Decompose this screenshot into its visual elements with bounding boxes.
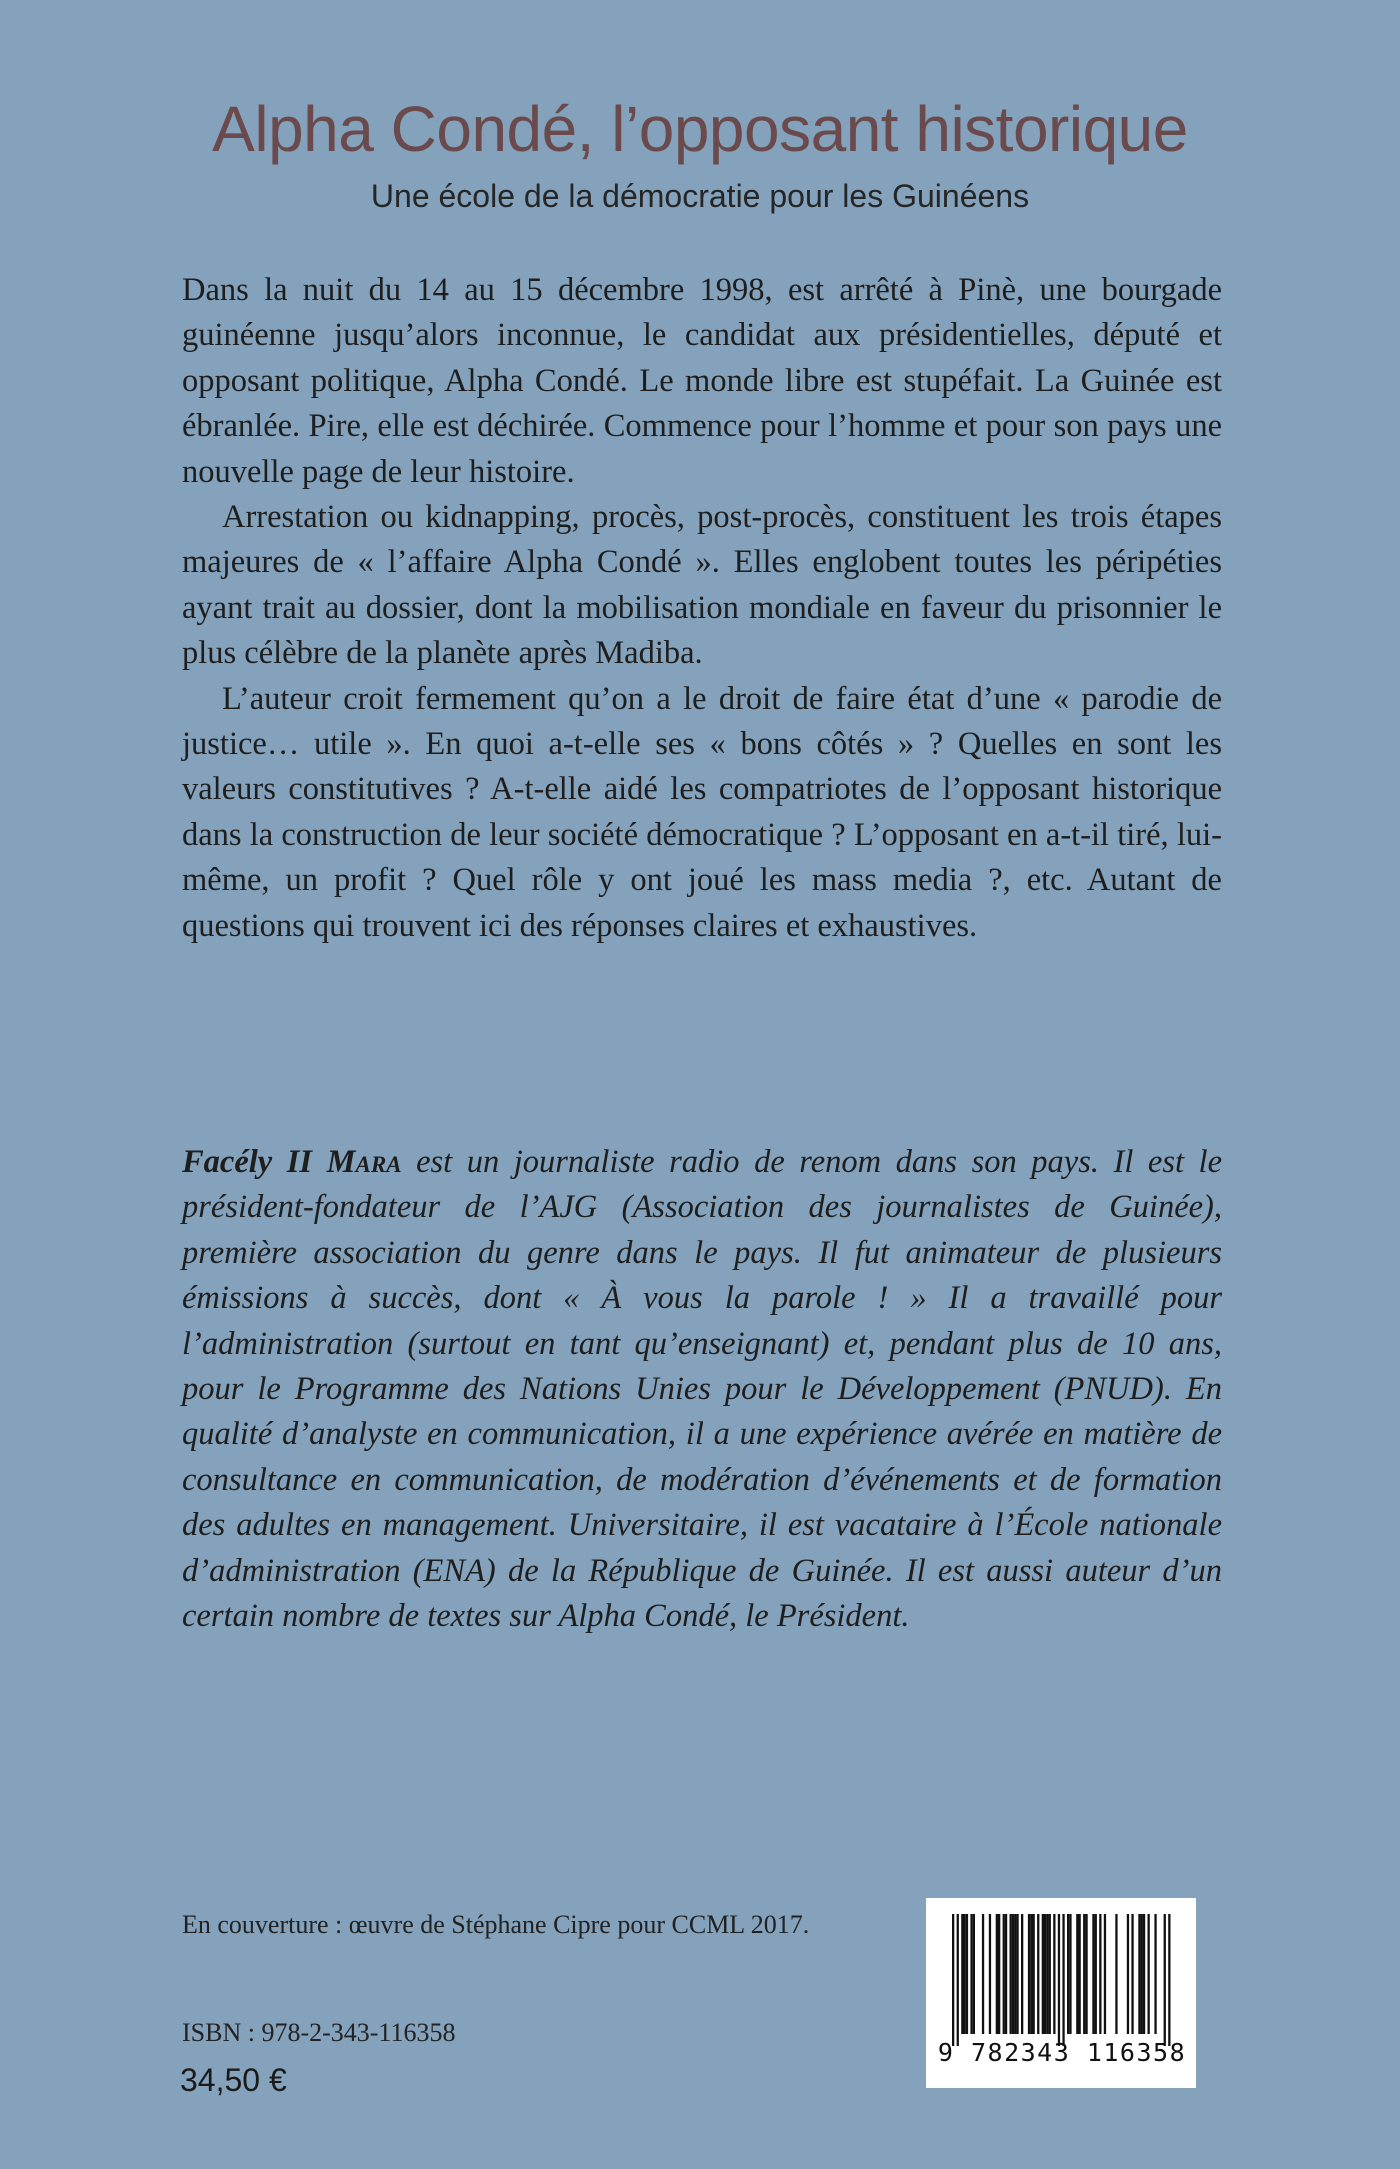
- barcode-bar: [1053, 1914, 1055, 2034]
- barcode-bar: [1030, 1914, 1032, 2034]
- barcode-bar: [1148, 1914, 1150, 2034]
- barcode-bar: [1067, 1914, 1069, 2034]
- barcode-digits: 9 782343 116358: [937, 2038, 1187, 2067]
- barcode-bar: [1099, 1914, 1101, 2034]
- barcode-bar: [1012, 1914, 1014, 2034]
- barcode-bar: [973, 1914, 975, 2034]
- barcode-bar: [1143, 1914, 1145, 2034]
- barcode-bar: [1028, 1914, 1030, 2034]
- author-bio-paragraph: [182, 1140, 1222, 1639]
- barcode-bar: [1083, 1914, 1085, 2034]
- summary-paragraph: Dans la nuit du 14 au 15 décembre 1998, est arrêté à Pinè, une bourgade guinéenne jusqu’alors inconnue, le candidat aux présidentielles, député et opposant politique, Alpha Condé. Le monde libre est stupéfait. La Guinée est ébranlée. Pire, elle est déchirée. Commence pour l’homme et pour son pays une nouvelle page de leur histoire.: [182, 272, 1222, 490]
- barcode-bar: [982, 1914, 984, 2034]
- barcode-bar: [989, 1914, 991, 2034]
- author-bio: [182, 1140, 1222, 1639]
- barcode-bar: [1005, 1914, 1007, 2034]
- barcode-bar: [1049, 1914, 1051, 2034]
- summary-paragraph: L’auteur croit fermement qu’on a le droit de faire état d’une « parodie de justice… utile ». En quoi a-t-elle ses « bons côtés » ? Quelles en sont les valeurs constitutives ? A-t-elle aidé les compatriotes de l’opposant historique dans la construction de leur société démocratique ? L’opposant en a-t-il tiré, lui-même, un profit ? Quel rôle y ont joué les mass media ?, etc. Autant de questions qui trouvent ici des réponses claires et exhaustives.: [182, 680, 1222, 944]
- barcode-bar: [1115, 1914, 1117, 2034]
- summary-paragraph: Arrestation ou kidnapping, procès, post-procès, constituent les trois étapes majeures de « l’affaire Alpha Condé ». Elles englobent toutes les péripéties ayant trait au dossier, dont la mobilisation mondiale en faveur du prisonnier le plus célèbre de la planète après Madiba.: [182, 499, 1222, 672]
- barcode-bar: [1131, 1914, 1133, 2034]
- barcode-bar: [1016, 1914, 1018, 2034]
- barcode-bar: [1168, 1914, 1170, 2046]
- barcode-bar: [1141, 1914, 1143, 2034]
- barcode-bar: [966, 1914, 968, 2034]
- barcode-bar: [964, 1914, 966, 2034]
- barcode-bar: [998, 1914, 1000, 2034]
- barcode-bar: [1033, 1914, 1035, 2034]
- barcode-bar: [1042, 1914, 1044, 2034]
- cover-credit: En couverture : œuvre de Stéphane Cipre pour CCML 2017.: [182, 1910, 810, 1939]
- barcode-bar: [1062, 1914, 1064, 2046]
- barcode-bar: [1076, 1914, 1078, 2034]
- barcode-bar: [1154, 1914, 1156, 2034]
- barcode-bar: [1010, 1914, 1012, 2034]
- author-bio-text: est un journaliste radio de renom dans son pays. Il est le président-fondateur de l’AJG (Association des journalistes de Guinée), première association du genre dans le pays. Il fut animateur de plusieurs émissions à succès, dont « À vous la parole ! » Il a travaillé pour l’administration (surtout en tant qu’enseignant) et, pendant plus de 10 ans, pour le Programme des Nations Unies pour le Développement (PNUD). En qualité d’analyste en communication, il a une expérience avérée en matière de consultance en communication, de modération d’événements et de formation des adultes en management. Universitaire, il est vacataire à l’École nationale d’administration (ENA) de la République de Guinée. Il est aussi auteur d’un certain nombre de textes sur Alpha Condé, le Président.: [182, 1144, 1223, 1635]
- barcode: [926, 1898, 1196, 2088]
- price-label: 34,50 €: [180, 2062, 287, 2098]
- barcode-bar: [1069, 1914, 1071, 2034]
- barcode-bar: [961, 1914, 963, 2034]
- barcode-bar: [957, 1914, 959, 2046]
- barcode-bar: [1127, 1914, 1129, 2034]
- barcode-bar: [1085, 1914, 1087, 2034]
- author-last-name: Mara: [326, 1144, 402, 1180]
- barcode-bar: [1037, 1914, 1039, 2034]
- barcode-bar: [1044, 1914, 1046, 2034]
- barcode-bar: [970, 1914, 972, 2034]
- summary-text: [182, 268, 1222, 949]
- barcode-bar: [1058, 1914, 1060, 2046]
- book-subtitle: Une école de la démocratie pour les Guinéens: [370, 178, 1030, 214]
- barcode-bar: [1092, 1914, 1094, 2034]
- author-first-name: Facély II: [182, 1144, 313, 1180]
- barcode-bar: [996, 1914, 998, 2034]
- barcode-bar: [1138, 1914, 1140, 2034]
- book-title: Alpha Condé, l’opposant historique: [212, 93, 1188, 165]
- barcode-bar: [1021, 1914, 1023, 2034]
- barcode-bar: [1014, 1914, 1016, 2034]
- barcode-bar: [1104, 1914, 1106, 2034]
- barcode-bar: [952, 1914, 954, 2046]
- barcode-bar: [1003, 1914, 1005, 2034]
- barcode-bar: [1046, 1914, 1048, 2034]
- barcode-bar: [1095, 1914, 1097, 2034]
- barcode-bar: [1164, 1914, 1166, 2046]
- isbn-text: ISBN : 978-2-343-116358: [182, 2018, 456, 2047]
- barcode-bar: [1079, 1914, 1081, 2034]
